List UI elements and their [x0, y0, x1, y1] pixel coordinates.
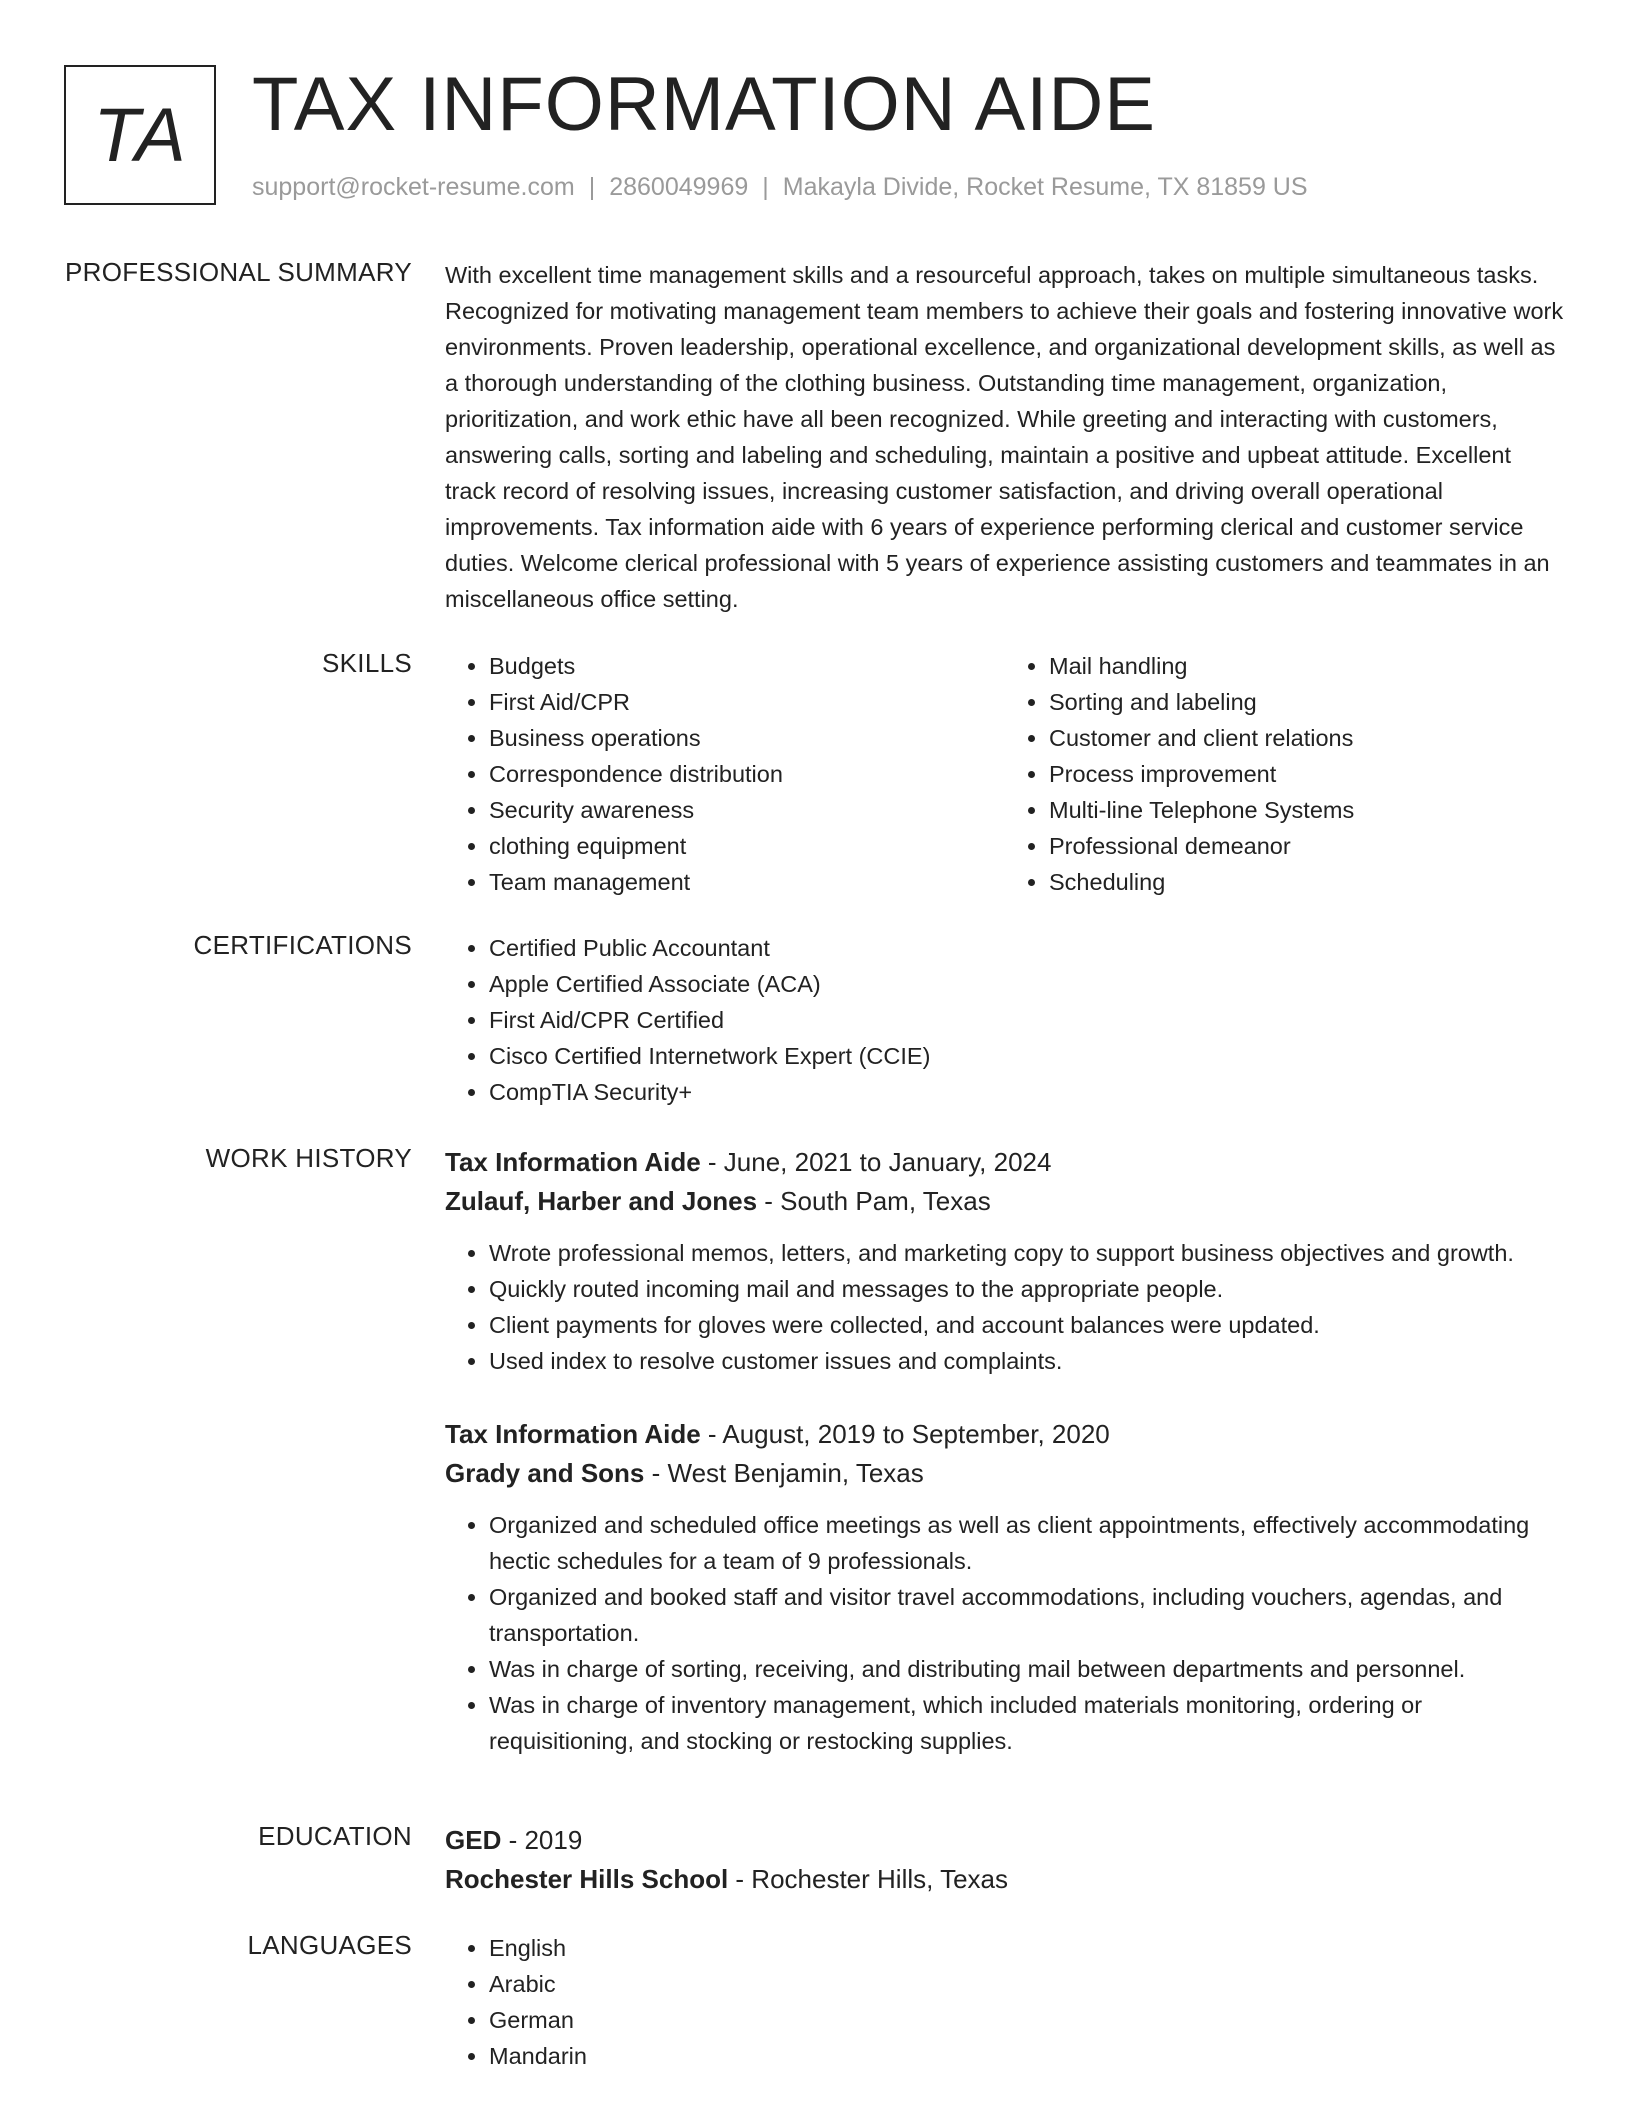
job-employer: [445, 1454, 1565, 1493]
job-bullet: • Wrote professional memos, letters, and marketing copy to support business objectives and growth.: [489, 1235, 1565, 1271]
skill-item: • Customer and client relations: [1049, 720, 1565, 756]
language-item: • Mandarin: [489, 2038, 1565, 2074]
job-bullet: • Used index to resolve customer issues and complaints.: [489, 1343, 1565, 1379]
job-employer: [445, 1182, 1565, 1221]
language-item: • Arabic: [489, 1966, 1565, 2002]
company-location: - South Pam, Texas: [757, 1186, 991, 1216]
job-title: Tax Information Aide: [445, 1419, 701, 1449]
job-bullet: • Organized and scheduled office meetings as well as client appointments, effectively accommodating hectic schedules for a team of 9 professionals.: [489, 1507, 1565, 1579]
skill-item: • Business operations: [489, 720, 1005, 756]
job-bullet: • Quickly routed incoming mail and messages to the appropriate people.: [489, 1271, 1565, 1307]
job-title: Tax Information Aide: [445, 1147, 701, 1177]
job-entry: [445, 1415, 1565, 1759]
skill-item: • Team management: [489, 864, 1005, 900]
contact-phone: 2860049969: [609, 173, 749, 201]
certifications-list: [445, 930, 1565, 1110]
skill-item: • clothing equipment: [489, 828, 1005, 864]
job-bullets: [445, 1235, 1565, 1379]
language-item: • German: [489, 2002, 1565, 2038]
skill-item: • Professional demeanor: [1049, 828, 1565, 864]
section-label: PROFESSIONAL SUMMARY: [65, 257, 412, 287]
school-name: Rochester Hills School: [445, 1864, 729, 1894]
job-bullet: • Was in charge of inventory management, which included materials monitoring, ordering or requisitioning, and stocking or restocking supplies.: [489, 1687, 1565, 1759]
job-bullet: • Client payments for gloves were collected, and account balances were updated.: [489, 1307, 1565, 1343]
certification-item: • Certified Public Accountant: [489, 930, 1565, 966]
section-label: LANGUAGES: [247, 1930, 412, 1960]
job-dates: - June, 2021 to January, 2024: [700, 1147, 1052, 1177]
skill-item: • Correspondence distribution: [489, 756, 1005, 792]
company-location: - West Benjamin, Texas: [644, 1458, 924, 1488]
job-bullet: • Was in charge of sorting, receiving, and distributing mail between departments and personnel.: [489, 1651, 1565, 1687]
skill-item: • Security awareness: [489, 792, 1005, 828]
contact-address: Makayla Divide, Rocket Resume, TX 81859 US: [782, 173, 1308, 201]
school-location: - Rochester Hills, Texas: [728, 1864, 1009, 1894]
section-label: WORK HISTORY: [205, 1143, 412, 1173]
certification-item: • First Aid/CPR Certified: [489, 1002, 1565, 1038]
resume-header: [64, 62, 1584, 215]
contact-email[interactable]: support@rocket-resume.com: [252, 173, 575, 201]
education-heading: [445, 1821, 1565, 1860]
certification-item: • CompTIA Security+: [489, 1074, 1565, 1110]
contact-separator: |: [588, 173, 596, 201]
summary-text: With excellent time management skills and a resourceful approach, takes on multiple simultaneous tasks. Recognized for motivating management team members to achieve their goals and fostering innovative work environments. Proven leadership, operational excellence, and organizational development skills, as well as a thorough understanding of the clothing business. Outstanding time management, organization, prioritization, and work ethic have all been recognized. While greeting and interacting with customers, answering calls, sorting and labeling and scheduling, maintain a positive and upbeat attitude. Excellent track record of resolving issues, increasing customer satisfaction, and driving overall operational improvements. Tax information aide with 6 years of experience performing clerical and customer service duties. Welcome clerical professional with 5 years of experience assisting customers and teammates in an miscellaneous office setting.: [445, 262, 1564, 612]
section-label: SKILLS: [322, 648, 412, 678]
skill-item: • First Aid/CPR: [489, 684, 1005, 720]
skills-list-right: [1005, 648, 1565, 900]
section-label: EDUCATION: [258, 1821, 412, 1851]
job-heading: [445, 1415, 1565, 1454]
job-entry: [445, 1143, 1565, 1379]
skill-item: • Budgets: [489, 648, 1005, 684]
skill-item: • Sorting and labeling: [1049, 684, 1565, 720]
certification-item: • Cisco Certified Internetwork Expert (CCIE): [489, 1038, 1565, 1074]
languages-list: [445, 1930, 1565, 2074]
graduation-year: - 2019: [501, 1825, 583, 1855]
contact-separator: |: [762, 173, 769, 201]
skill-item: • Mail handling: [1049, 648, 1565, 684]
contact-line: [252, 173, 1308, 202]
skill-item: • Scheduling: [1049, 864, 1565, 900]
job-dates: - August, 2019 to September, 2020: [700, 1419, 1110, 1449]
section-label: CERTIFICATIONS: [193, 930, 412, 960]
job-bullets: [445, 1507, 1565, 1759]
company-name: Grady and Sons: [445, 1458, 645, 1488]
skill-item: • Multi-line Telephone Systems: [1049, 792, 1565, 828]
skills-list-left: [445, 648, 1005, 900]
degree: GED: [445, 1825, 502, 1855]
job-heading: [445, 1143, 1565, 1182]
company-name: Zulauf, Harber and Jones: [445, 1186, 758, 1216]
education-school: [445, 1860, 1565, 1899]
skill-item: • Process improvement: [1049, 756, 1565, 792]
job-bullet: • Organized and booked staff and visitor travel accommodations, including vouchers, agendas, and transportation.: [489, 1579, 1565, 1651]
language-item: • English: [489, 1930, 1565, 1966]
certification-item: • Apple Certified Associate (ACA): [489, 966, 1565, 1002]
candidate-name: TAX INFORMATION AIDE: [252, 62, 1156, 147]
monogram-badge: TA: [64, 65, 216, 205]
